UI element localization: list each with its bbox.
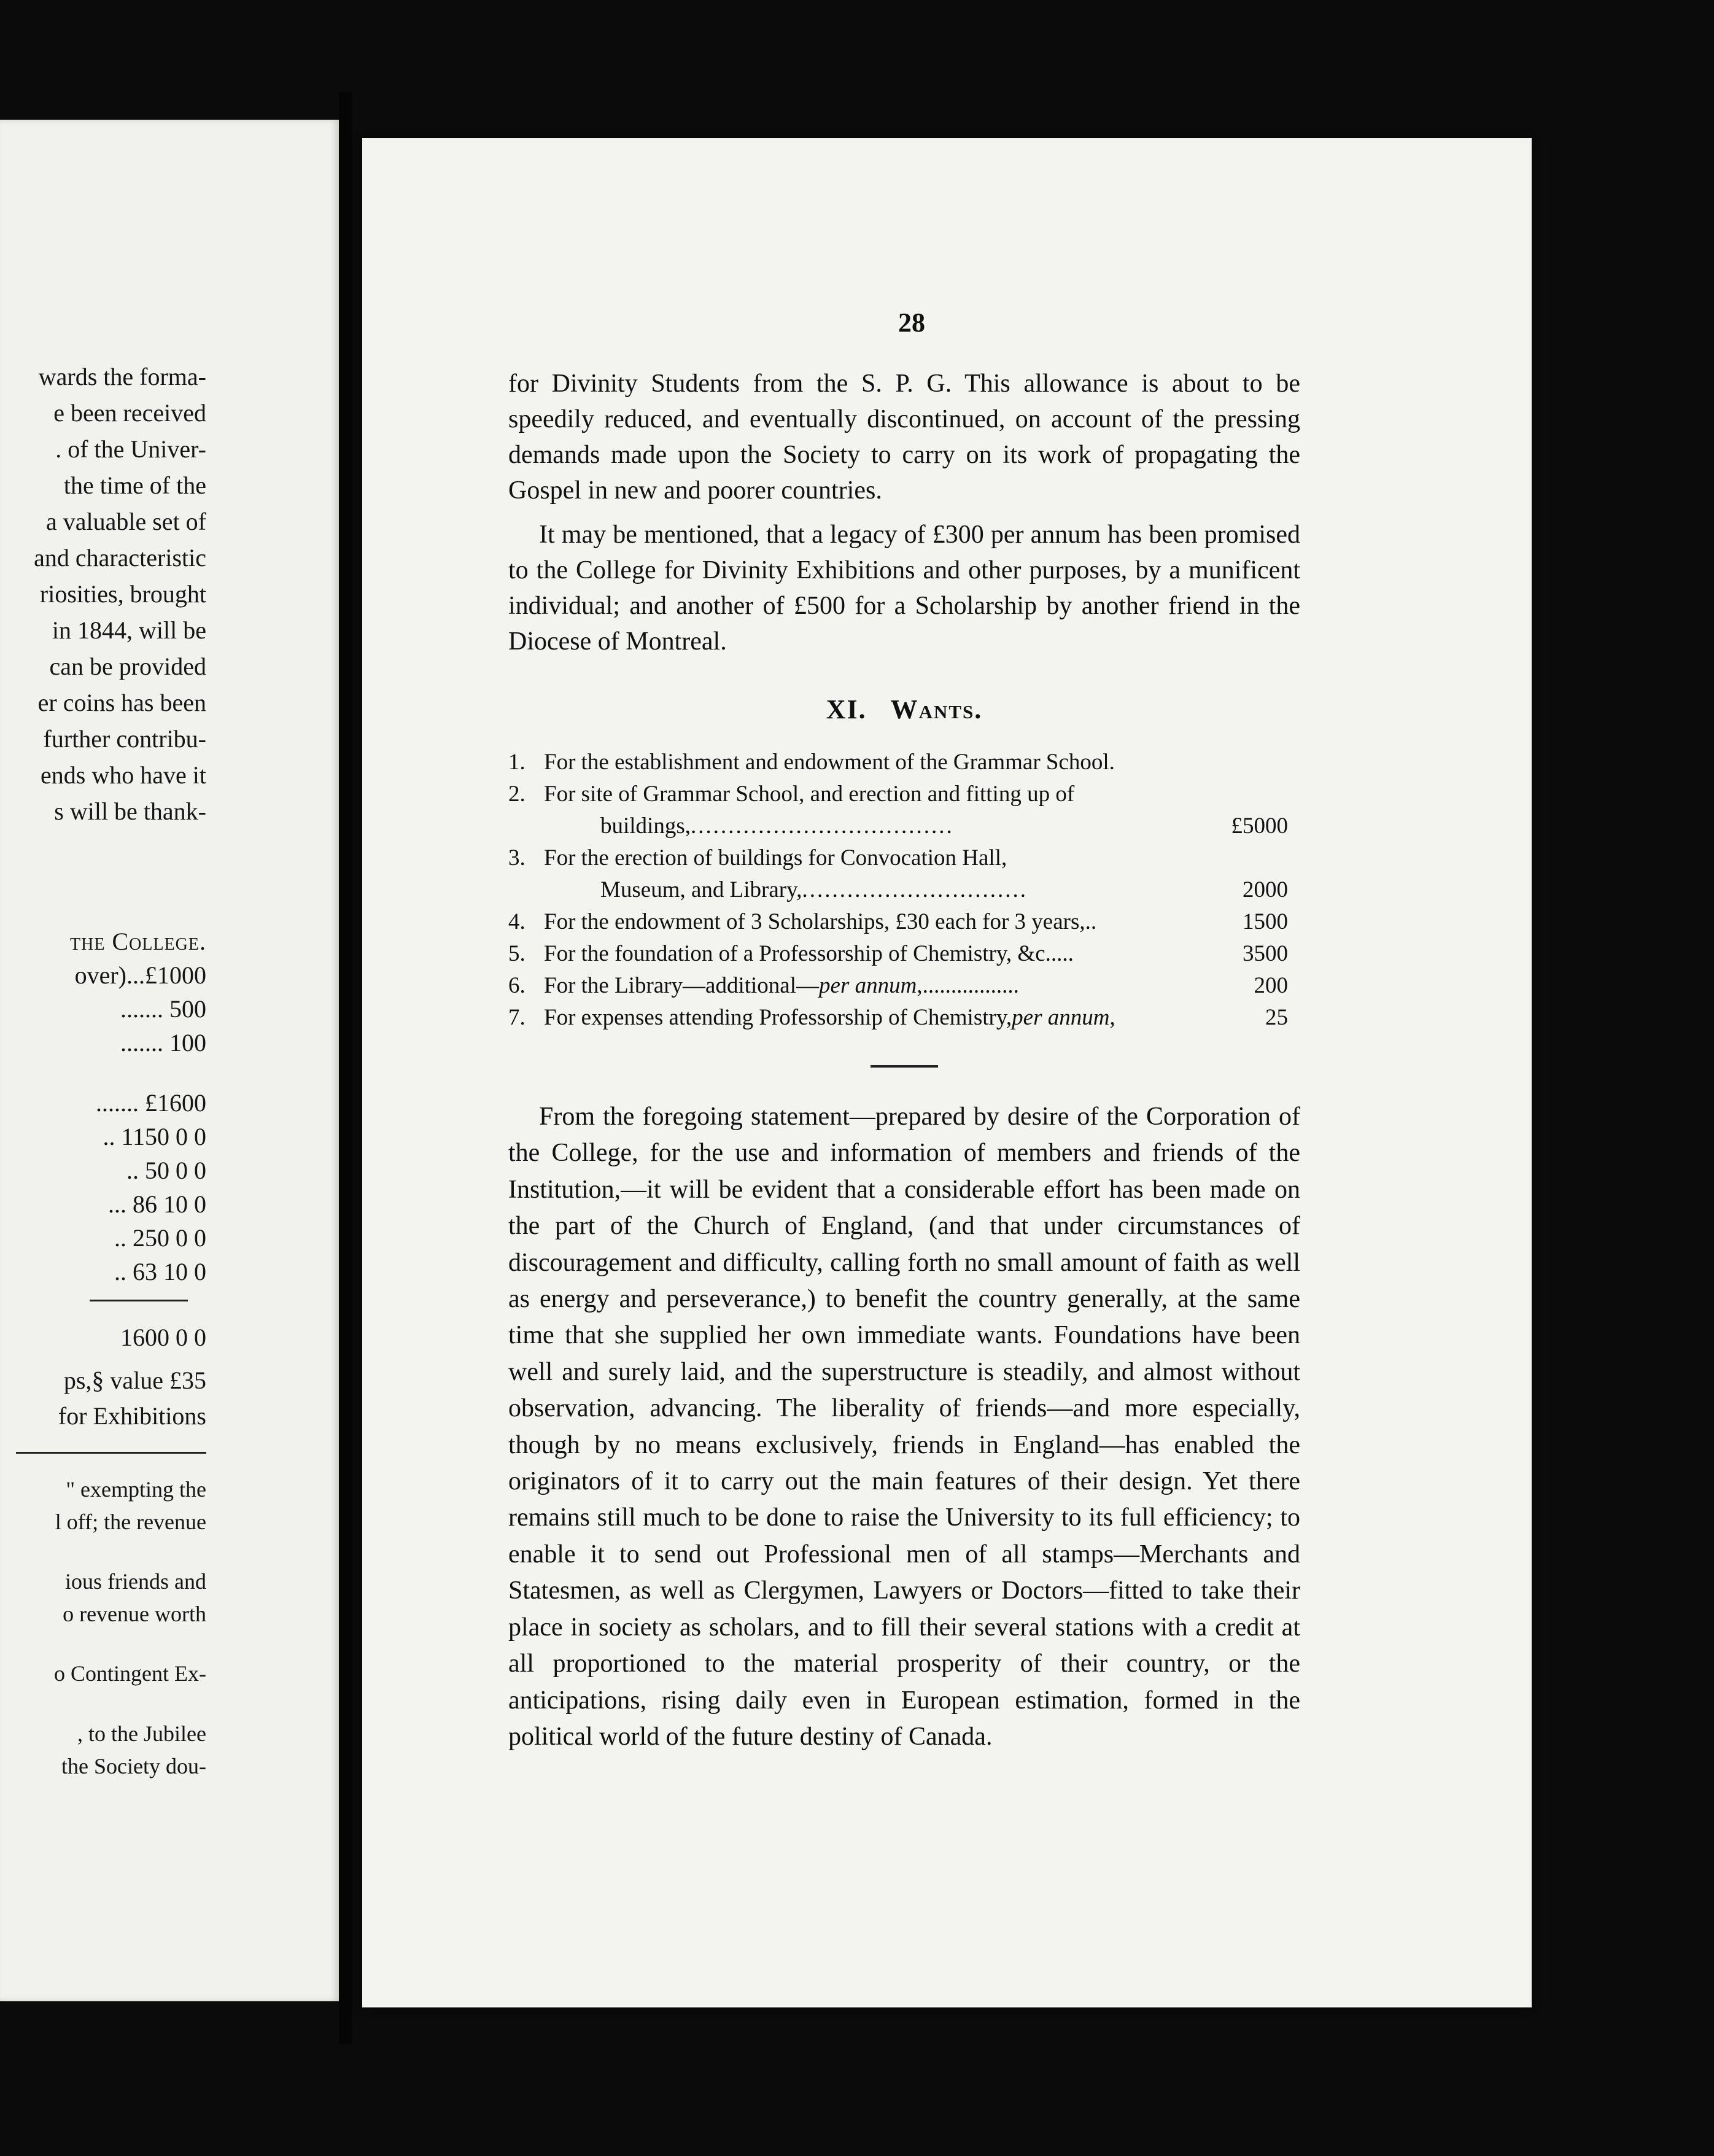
left-facing-page: [0, 120, 339, 2001]
left-page-line: 1600 0 0: [120, 1324, 206, 1351]
closing-paragraph: From the foregoing statement—prepared by desire of the Corporation of the College, for the use and information of members and friends of the Institution,—it will be evident that a considerable effort has been made on the part of the Church of England, (and that under circumstances of discouragement and difficulty, calling forth no small amount of faith as well as energy and perseverance,) to benefit the country generally, at the same time that she supplied her own immediate wants. Foundations have been well and surely laid, and the superstructure is steadily, and almost without observation, advancing. The liberality of friends—and more especially, though by no means exclusively, friends in England—has enabled the originators of it to carry out the main features of their design. Yet there remains still much to be done to raise the University to its full efficiency; to enable it to send out Professional men of all stamps—Merchants and Statesmen, as well as Clergymen, Lawyers or Doctors—fitted to take their place in society as scholars, and to fill their several stations with a credit at all proportioned to the material prosperity of their country, or the anticipations, rising daily even in European estimation, formed in the political world of the future destiny of Canada.: [508, 1103, 1300, 1751]
left-page-rule: [16, 1452, 206, 1454]
want-item-continuation: [508, 877, 1288, 909]
left-page-line: wards the forma-: [38, 363, 206, 390]
left-page-line: and characteristic: [34, 544, 206, 572]
want-text: buildings,...................................: [600, 813, 954, 839]
left-page-line: . of the Univer-: [55, 435, 206, 463]
want-text: For expenses attending Professorship of Chemistry,per annum,: [544, 1005, 1115, 1030]
want-number: 1.: [508, 750, 525, 775]
left-page-rule: [90, 1300, 188, 1301]
want-number: 7.: [508, 1005, 525, 1030]
section-title: Wants.: [890, 694, 983, 724]
legacy-paragraph: It may be mentioned, that a legacy of £300 per annum has been promised to the College for Divinity Exhibitions and other purposes, by a munificent individual; and another of £500 for a Scholarship by another friend in the Diocese of Montreal.: [508, 521, 1300, 656]
book-gutter: [339, 92, 352, 2044]
want-amount: 1500: [1243, 909, 1288, 934]
left-page-line: over)...£1000: [74, 961, 206, 989]
left-page-line: for Exhibitions: [58, 1402, 206, 1430]
left-page-line: s will be thank-: [54, 797, 206, 825]
left-page-line: , to the Jubilee: [77, 1721, 206, 1746]
want-item: [508, 749, 1288, 781]
want-amount: 25: [1265, 1005, 1288, 1030]
want-text: For the foundation of a Professorship of Chemistry, &c.....: [544, 941, 1074, 966]
want-item: [508, 940, 1288, 972]
section-number: XI.: [826, 694, 867, 724]
want-number: 4.: [508, 909, 525, 934]
allowance-paragraph: for Divinity Students from the S. P. G. This allowance is about to be speedily reduced, and eventually discontinued, on account of the pressing demands made upon the Society to carry on its work of propagating the Gospel in new and poorer countries.: [508, 370, 1300, 505]
want-item: [508, 781, 1288, 813]
left-page-line: riosities, brought: [39, 580, 206, 608]
want-amount: £5000: [1231, 813, 1288, 839]
section-heading: [508, 694, 1300, 725]
want-amount: 200: [1254, 973, 1288, 998]
left-page-line: er coins has been: [37, 689, 206, 716]
want-number: 3.: [508, 845, 525, 871]
want-item-continuation: [508, 813, 1288, 845]
left-page-line: o revenue worth: [63, 1602, 206, 1626]
left-page-line: further contribu-: [43, 725, 206, 753]
section-divider-rule: [871, 1065, 938, 1068]
left-page-line: ....... 500: [120, 995, 206, 1023]
left-page-line: e been received: [53, 399, 206, 427]
left-page-line: .. 1150 0 0: [103, 1123, 206, 1150]
want-number: 6.: [508, 973, 525, 998]
want-amount: 3500: [1243, 941, 1288, 966]
left-page-line: the time of the: [63, 471, 206, 499]
left-page-line: " exempting the: [66, 1477, 206, 1502]
left-page-line: a valuable set of: [46, 508, 206, 535]
left-page-line: l off; the revenue: [55, 1510, 206, 1534]
want-text: For the erection of buildings for Convocation Hall,: [544, 845, 1007, 871]
left-page-line: ious friends and: [65, 1569, 206, 1594]
want-item: [508, 845, 1288, 877]
want-number: 2.: [508, 781, 525, 807]
left-page-line: ends who have it: [41, 761, 206, 789]
want-text: For the Library—additional—per annum,.................: [544, 973, 1019, 998]
left-page-line: in 1844, will be: [52, 616, 206, 644]
left-page-line: .. 250 0 0: [114, 1224, 206, 1252]
want-item: [508, 972, 1288, 1004]
left-page-line: .. 50 0 0: [126, 1157, 206, 1184]
left-page-line: the Society dou-: [61, 1754, 206, 1778]
want-text: For site of Grammar School, and erection and fitting up of: [544, 781, 1075, 807]
want-text: For the establishment and endowment of the Grammar School.: [544, 750, 1115, 775]
top-paragraph-block: [508, 366, 1300, 508]
left-page-line: ....... £1600: [96, 1089, 206, 1117]
want-item: [508, 909, 1288, 940]
want-text: For the endowment of 3 Scholarships, £30 each for 3 years,..: [544, 909, 1097, 934]
left-page-line: can be provided: [49, 653, 206, 680]
closing-paragraph-block: [508, 1099, 1300, 1755]
left-page-line: ....... 100: [120, 1029, 206, 1057]
left-page-line: ... 86 10 0: [108, 1190, 206, 1218]
page-number: 28: [898, 308, 925, 338]
left-page-line: the College.: [70, 928, 206, 955]
left-page-line: ps,§ value £35: [63, 1367, 206, 1394]
want-amount: 2000: [1243, 877, 1288, 902]
want-item: [508, 1004, 1288, 1036]
want-text: Museum, and Library,..............................: [600, 877, 1028, 902]
legacy-paragraph-block: [508, 517, 1300, 659]
want-number: 5.: [508, 941, 525, 966]
left-page-line: o Contingent Ex-: [54, 1661, 206, 1686]
wants-list: [508, 749, 1288, 1036]
left-page-line: .. 63 10 0: [114, 1258, 206, 1285]
